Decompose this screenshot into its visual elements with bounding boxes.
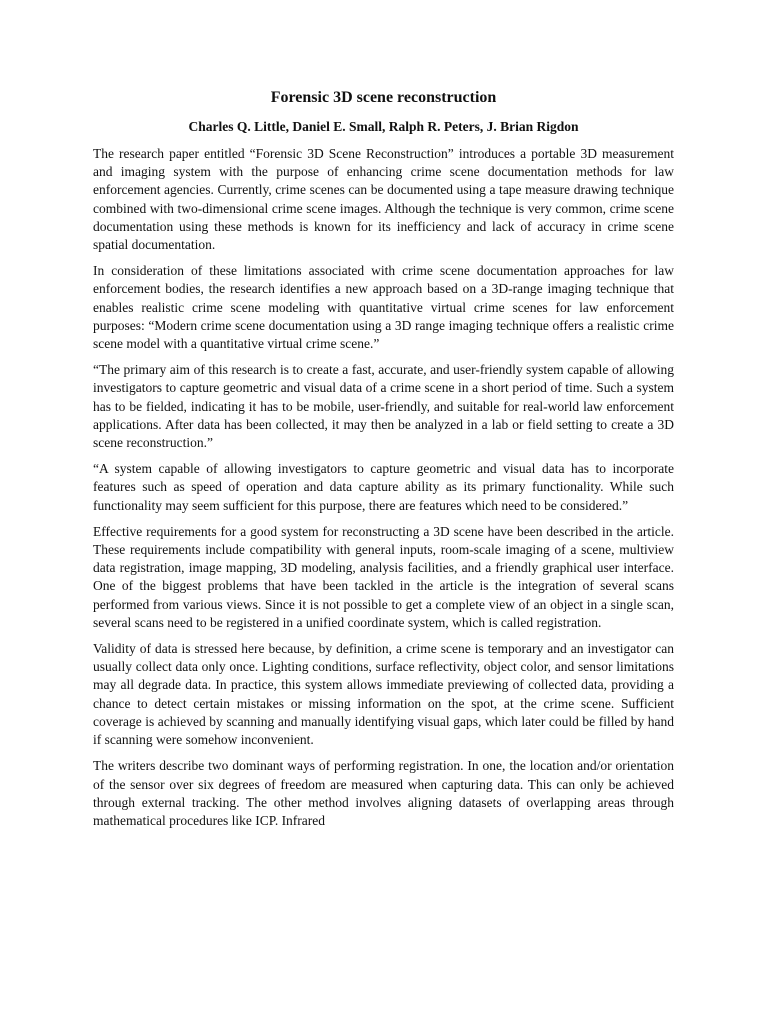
body-paragraph: The research paper entitled “Forensic 3D Scene Reconstruction” introduces a portable 3D measurement and imaging system with the purpose of enhancing crime scene documentation methods for law enforcement agencies. Currently, crime scenes can be documented using a tape measure drawing technique combined with two-dimensional crime scene images. Although the technique is very common, crime scene documentation using these methods is known for its inefficiency and lack of accuracy in crime scene spatial documentation.	[93, 146, 674, 253]
body-paragraph: In consideration of these limitations associated with crime scene documentation approaches for law enforcement bodies, the research identifies a new approach based on a 3D-range imaging technique that enables realistic crime scene modeling with quantitative virtual crime scenes for law enforcement purposes: “Modern crime scene documentation using a 3D range imaging technique offers a realistic crime scene model with a quantitative virtual crime scene.”	[93, 263, 674, 352]
body-paragraph: “A system capable of allowing investigators to capture geometric and visual data has to incorporate features such as speed of operation and data capture ability as its primary functionality. While such functionality may seem sufficient for this purpose, there are features which need to be considered.”	[93, 461, 674, 513]
page-title: Forensic 3D scene reconstruction	[270, 89, 497, 106]
body-paragraph: Effective requirements for a good system for reconstructing a 3D scene have been described in the article. These requirements include compatibility with general inputs, room-scale imaging of a scene, multiview data registration, image mapping, 3D modeling, analysis facilities, and a friendly graphical user interface. One of the biggest problems that have been tackled in the article is the integration of several scans performed from various views. Since it is not possible to get a complete view of an object in a single scan, several scans need to be registered in a unified coordinate system, which is called registration.	[93, 523, 674, 630]
body-paragraph: The writers describe two dominant ways of performing registration. In one, the location and/or orientation of the sensor over six degrees of freedom are measured when capturing data. This can only be achieved through external tracking. The other method involves aligning datasets of overlapping areas through mathematical procedures like ICP. Infrared	[93, 758, 674, 828]
document-page	[93, 88, 674, 838]
body-paragraph: “The primary aim of this research is to create a fast, accurate, and user-friendly system capable of allowing investigators to capture geometric and visual data of a crime scene in a short period of time. Such a system has to be fielded, indicating it has to be mobile, user-friendly, and suitable for real-world law enforcement applications. After data has been collected, it may then be analyzed in a lab or field setting to create a 3D scene reconstruction.”	[93, 362, 674, 451]
author-list: Charles Q. Little, Daniel E. Small, Ralph R. Peters, J. Brian Rigdon	[188, 119, 579, 134]
body-paragraph: Validity of data is stressed here because, by definition, a crime scene is temporary and an investigator can usually collect data only once. Lighting conditions, surface reflectivity, object color, and sensor limitations may all degrade data. In practice, this system allows immediate previewing of collected data, providing a chance to detect certain mistakes or missing information on the spot, at the crime scene. Sufficient coverage is achieved by scanning and manually identifying visual gaps, which later could be filled by hand if scanning were somehow inconvenient.	[93, 641, 674, 748]
